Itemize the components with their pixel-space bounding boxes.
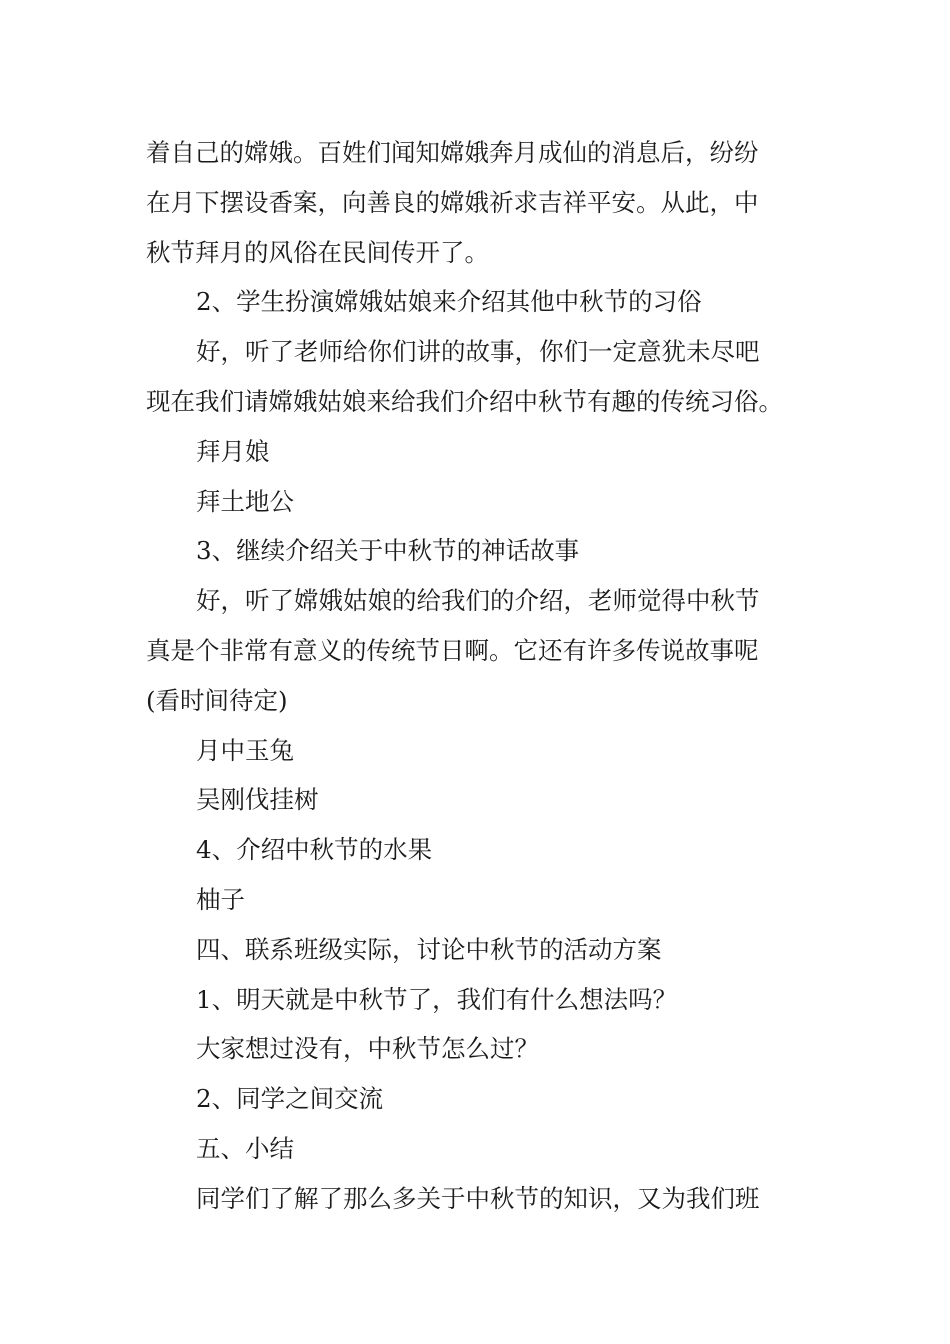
section-heading: 4、介绍中秋节的水果 — [196, 835, 433, 865]
text-line: 1、明天就是中秋节了，我们有什么想法吗？ — [196, 984, 678, 1014]
list-item: 月中玉兔 — [196, 735, 294, 765]
list-item: 柚子 — [196, 884, 245, 914]
text-line: 好，听了嫦娥姑娘的给我们的介绍，老师觉得中秋节 — [196, 586, 760, 616]
text-line: 现在我们请嫦娥姑娘来给我们介绍中秋节有趣的传统习俗。 — [146, 386, 783, 416]
section-heading: 四、联系班级实际，讨论中秋节的活动方案 — [196, 934, 662, 964]
document-body — [146, 128, 816, 1224]
text-line: 好，听了老师给你们讲的故事，你们一定意犹未尽吧 — [196, 337, 760, 367]
text-line: 大家想过没有，中秋节怎么过？ — [196, 1034, 539, 1064]
list-item: 拜土地公 — [196, 486, 294, 516]
text-line: 着自己的嫦娥。百姓们闻知嫦娥奔月成仙的消息后，纷纷 — [146, 138, 759, 167]
section-heading: 3、继续介绍关于中秋节的神话故事 — [196, 536, 580, 566]
text-line: 真是个非常有意义的传统节日啊。它还有许多传说故事呢 — [146, 635, 759, 665]
text-line: (看时间待定) — [146, 685, 288, 715]
text-line: 秋节拜月的风俗在民间传开了。 — [146, 237, 489, 267]
list-item: 拜月娘 — [196, 436, 270, 466]
text-line: 同学们了解了那么多关于中秋节的知识，又为我们班 — [196, 1183, 760, 1213]
list-item: 吴刚伐挂树 — [196, 785, 319, 815]
text-line: 在月下摆设香案，向善良的嫦娥祈求吉祥平安。从此，中 — [146, 187, 759, 217]
section-heading: 2、学生扮演嫦娥姑娘来介绍其他中秋节的习俗 — [196, 287, 702, 317]
section-heading: 五、小结 — [196, 1133, 294, 1163]
text-line: 2、同学之间交流 — [196, 1084, 384, 1114]
